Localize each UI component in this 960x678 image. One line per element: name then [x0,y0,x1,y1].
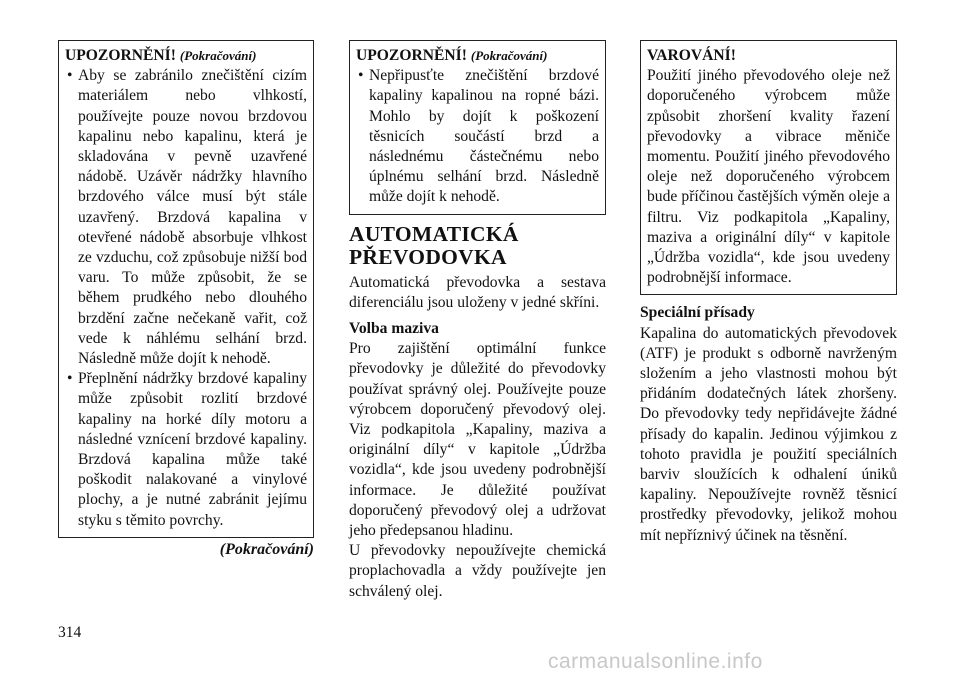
caution-box-middle [349,40,606,215]
body-paragraph: Kapalina do automatických převodovek (ATF) je produkt s odborně navrženým složením a jeho vlastnosti mohou být přidáním dodatečných látek zhoršeny. Do převodovky tedy nepřidávejte žádné přísady do kapalin. Jedinou výjimkou z tohoto pravidla je použití speciálních barviv sloužících k odhalení úniků kapaliny. Nepoužívejte rovněž těsnicí prostředky převodovky, jelikož mohou mít nepříznivý účinek na těsnění. [640,324,897,544]
caution-bullet: • Aby se zabránilo znečištění cizím materiálem nebo vlhkostí, používejte pouze novou brzdovou kapalinu nebo kapalinu, která je skladována v pevně uzavřené nádobě. Uzávěr nádržky hlavního brzdového válce musí být stále uzavřený. Brzdová kapalina v otevřené nádobě absorbuje vlhkost ze vzduchu, což způsobuje nižší bod varu. To může způsobit, že se během prudkého nebo dlouhého brzdění začne nečekaně vařit, což vede k náhlému selhání brzd. Následně může dojít k nehodě. [65,66,307,369]
caution-heading [65,46,307,66]
column-right [640,40,897,546]
subheading-lubricant: Volba maziva [349,320,439,338]
subheading-additives: Speciální přísady [640,304,755,322]
warning-text: Použití jiného převodového oleje než doporučeného výrobcem může způsobit zhoršení kvality řazení převodovky a vibrace měniče momentu. Použití jiného převodového oleje než doporučeného výrobcem bude příčinou častějších výměn oleje a filtru. Viz podkapitola „Kapaliny, maziva a originální díly“ v kapitole „Údržba vozidla“, kde jsou uvedeny podrobnější informace. [647,67,890,287]
column-left [58,40,314,560]
caution-bullet: • Nepřipusťte znečištění brzdové kapaliny kapalinou na ropné bázi. Mohlo by dojít k poškození těsnicích součástí brzd a následnému částečnému nebo úplnému selhání brzd. Následně může dojít k nehodě. [356,66,599,207]
caution-heading-continued: (Pokračování) [470,48,548,63]
caution-box-left [58,40,314,538]
caution-bullet-list [65,66,307,531]
caution-heading-continued: (Pokračování) [179,48,257,63]
section-title-line: PŘEVODOVKA [349,244,507,269]
caution-heading-text: UPOZORNĚNÍ! [65,47,176,64]
caution-bullet: • Přeplnění nádržky brzdové kapaliny může způsobit rozlití brzdové kapaliny na horké díly motoru a následné vznícení brzdové kapaliny. Brzdová kapalina může také poškodit nalakované a vinylové plochy, a je nutné zabránit jejímu styku s těmito povrchy. [65,369,307,531]
watermark: carmanualsonline.info [548,650,763,673]
caution-bullet-list [356,66,599,207]
warning-heading: VAROVÁNÍ! [647,47,736,64]
column-middle [349,40,606,602]
caution-heading [356,46,599,66]
continued-footer: (Pokračování) [219,540,314,558]
warning-box [640,40,897,295]
section-title [349,223,606,269]
body-paragraph: Pro zajištění optimální funkce převodovky je důležité do převodovky používat správný olej. Používejte pouze výrobcem doporučený převodový olej. Viz podkapitola „Kapaliny, maziva a originální díly“ v kapitole „Údržba vozidla“, kde jsou uvedeny podrobnější informace. Je důležité používat doporučený převodový olej a udržovat jeho předepsanou hladinu. [349,340,606,540]
body-paragraph: U převodovky nepoužívejte chemická proplachovadla a vždy používejte jen schválený olej. [349,542,606,600]
intro-paragraph: Automatická převodovka a sestava diferenciálu jsou uloženy v jedné skříni. [349,273,606,311]
section-title-line: AUTOMATICKÁ [349,221,519,246]
caution-heading-text: UPOZORNĚNÍ! [356,47,467,64]
page-number: 314 [58,624,82,641]
